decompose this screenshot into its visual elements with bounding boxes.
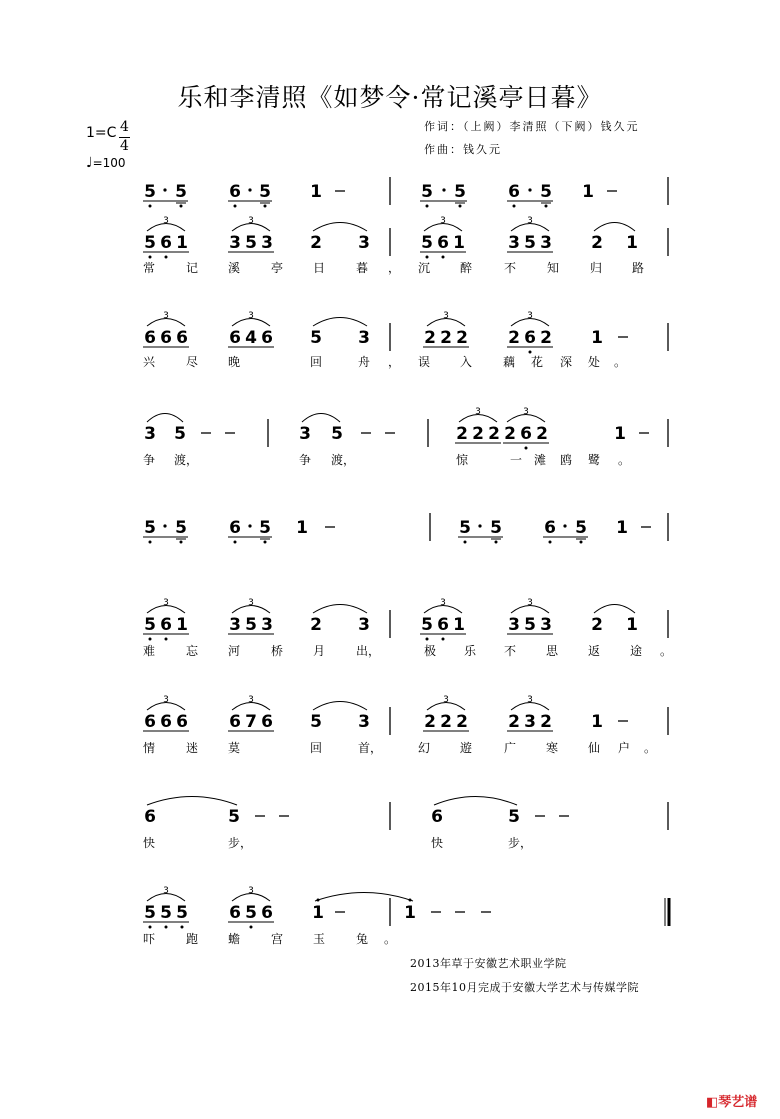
note-numeral: 5 (421, 182, 433, 202)
low-octave-dot (426, 638, 429, 641)
note-numeral: 5 (540, 182, 552, 202)
note-numeral: 1 (616, 518, 628, 538)
lyric-syllable: 藕 (503, 355, 516, 369)
note-numeral: 5 (421, 233, 433, 253)
triplet-mark: 3 (248, 886, 254, 896)
slur-arc (313, 223, 367, 232)
site-logo[interactable] (706, 1091, 757, 1110)
note-numeral: 5 (175, 182, 187, 202)
note-numeral: 5 (259, 182, 271, 202)
low-octave-dot (513, 205, 516, 208)
lyric-syllable: 月 (313, 644, 326, 658)
lyric-syllable: 归 (590, 261, 603, 275)
lyric-syllable: 出， (356, 644, 381, 658)
note-numeral: 1 (176, 233, 188, 253)
note-numeral: 1 (626, 233, 638, 253)
low-octave-dot (165, 926, 168, 929)
note-numeral: 5 (245, 233, 257, 253)
low-octave-dot (264, 541, 267, 544)
slur-arc (434, 797, 517, 806)
lyric-syllable: 处 (588, 355, 601, 369)
note-numeral: 3 (358, 233, 370, 253)
lyric-syllable: 舟 (358, 355, 371, 369)
footnote-draft: 2013年草于安徽艺术职业学院 (410, 957, 567, 970)
note-numeral: 6 (160, 328, 172, 348)
low-octave-dot (464, 541, 467, 544)
lyric-syllable: 惊 (456, 453, 469, 467)
note-numeral: 6 (176, 328, 188, 348)
time-signature-top: 4 (120, 119, 129, 135)
lyric-syllable: 仙 (588, 741, 601, 755)
note-numeral: 3 (299, 424, 311, 444)
lyric-syllable: 步， (228, 836, 253, 850)
note-numeral: 2 (472, 424, 484, 444)
note-numeral: 6 (520, 424, 532, 444)
note-numeral: 6 (431, 807, 443, 827)
note-numeral: 3 (358, 712, 370, 732)
footnote-complete: 2015年10月完成于安徽大学艺术与传媒学院 (410, 981, 639, 994)
triplet-mark: 3 (163, 598, 169, 608)
low-octave-dot (181, 926, 184, 929)
slur-arc (302, 414, 340, 423)
lyric-syllable: 记 (186, 261, 199, 275)
lyric-syllable: 知 (547, 261, 560, 275)
note-numeral: 1 (453, 615, 465, 635)
low-octave-dot (180, 541, 183, 544)
lyric-syllable: 渡， (331, 453, 356, 467)
note-numeral: 6 (144, 712, 156, 732)
note-numeral: 6 (524, 328, 536, 348)
note-numeral: 6 (160, 615, 172, 635)
lyric-syllable: 误 (418, 355, 431, 369)
note-numeral: 3 (358, 328, 370, 348)
lyric-syllable: 步， (508, 836, 533, 850)
lyric-syllable: 沉 (418, 261, 431, 275)
note-numeral: 3 (144, 424, 156, 444)
note-numeral: 1 (296, 518, 308, 538)
note-numeral: 7 (245, 712, 257, 732)
note-numeral: 3 (229, 233, 241, 253)
note-numeral: 1 (312, 903, 324, 923)
augmentation-dot (163, 524, 166, 527)
note-numeral: 2 (440, 328, 452, 348)
note-numeral: 3 (508, 615, 520, 635)
note-numeral: 2 (440, 712, 452, 732)
lyric-syllable: 难 (143, 644, 156, 658)
note-numeral: 5 (310, 712, 322, 732)
low-octave-dot (580, 541, 583, 544)
slur-arc (594, 223, 635, 232)
lyric-syllable: 首， (358, 741, 383, 755)
augmentation-dot (442, 188, 445, 191)
lyric-syllable: 兴 (143, 355, 156, 369)
augmentation-dot (163, 188, 166, 191)
lyric-syllable: 迷 (186, 741, 199, 755)
lyric-syllable: 乐 (464, 644, 477, 658)
note-numeral: 2 (508, 328, 520, 348)
note-numeral: 5 (524, 233, 536, 253)
note-numeral: 3 (358, 615, 370, 635)
lyric-syllable: 。 (614, 355, 627, 369)
note-numeral: 6 (261, 328, 273, 348)
note-numeral: 6 (229, 903, 241, 923)
low-octave-dot (264, 205, 267, 208)
note-numeral: 6 (160, 233, 172, 253)
note-numeral: 2 (456, 424, 468, 444)
lyric-syllable: ， (388, 355, 401, 369)
note-numeral: 1 (626, 615, 638, 635)
triplet-mark: 3 (527, 598, 533, 608)
lyric-syllable: 。 (618, 453, 631, 467)
logo-mark-icon: ◧ (706, 1095, 719, 1110)
note-numeral: 2 (456, 328, 468, 348)
lyric-syllable: 遊 (460, 741, 473, 755)
triplet-mark: 3 (163, 695, 169, 705)
lyric-syllable: 极 (424, 644, 437, 658)
slur-arc (147, 414, 183, 423)
low-octave-dot (165, 256, 168, 259)
lyric-syllable: 亭 (271, 261, 284, 275)
note-numeral: 1 (591, 328, 603, 348)
note-numeral: 2 (456, 712, 468, 732)
lyricist-credit: 作词：（上阙）李清照（下阙）钱久元 (424, 120, 640, 133)
lyric-syllable: 回 (310, 741, 323, 755)
note-numeral: 6 (160, 712, 172, 732)
quarter-note-icon: ♩ (86, 155, 93, 171)
slur-arc (313, 605, 367, 614)
lyric-syllable: 不 (504, 261, 517, 275)
note-numeral: 6 (229, 518, 241, 538)
note-numeral: 5 (245, 615, 257, 635)
lyric-syllable: ， (388, 261, 401, 275)
note-numeral: 5 (508, 807, 520, 827)
note-numeral: 2 (591, 615, 603, 635)
low-octave-dot (545, 205, 548, 208)
augmentation-dot (248, 524, 251, 527)
low-octave-dot (234, 205, 237, 208)
triplet-mark: 3 (248, 598, 254, 608)
lyric-syllable: 不 (504, 644, 517, 658)
lyric-syllable: 户 (618, 741, 631, 755)
low-octave-dot (442, 256, 445, 259)
low-octave-dot (234, 541, 237, 544)
lyric-syllable: 鸥 (560, 453, 573, 467)
lyric-syllable: 忘 (186, 644, 199, 658)
triplet-mark: 3 (527, 311, 533, 321)
composer-credit: 作曲：钱久元 (424, 143, 502, 156)
lyric-syllable: 快 (143, 836, 156, 850)
lyric-syllable: 蟾 (228, 932, 241, 946)
low-octave-dot (180, 205, 183, 208)
note-numeral: 1 (591, 712, 603, 732)
slur-arc (315, 893, 413, 902)
triplet-mark: 3 (443, 311, 449, 321)
note-numeral: 5 (144, 182, 156, 202)
note-numeral: 5 (144, 615, 156, 635)
note-numeral: 5 (331, 424, 343, 444)
note-numeral: 3 (261, 615, 273, 635)
note-numeral: 2 (536, 424, 548, 444)
lyric-syllable: 快 (431, 836, 444, 850)
lyric-syllable: 兔 (356, 932, 369, 946)
lyric-syllable: 鹭 (588, 453, 601, 467)
lyric-syllable: 广 (504, 741, 517, 755)
lyric-syllable: 。 (384, 932, 397, 946)
note-numeral: 2 (310, 615, 322, 635)
note-numeral: 6 (437, 615, 449, 635)
lyric-syllable: 晚 (228, 355, 241, 369)
note-numeral: 5 (459, 518, 471, 538)
logo-text: 琴艺谱 (718, 1095, 758, 1110)
note-numeral: 6 (176, 712, 188, 732)
note-numeral: 2 (540, 712, 552, 732)
note-numeral: 2 (508, 712, 520, 732)
note-numeral: 5 (144, 903, 156, 923)
note-numeral: 2 (310, 233, 322, 253)
low-octave-dot (459, 205, 462, 208)
note-numeral: 3 (540, 615, 552, 635)
note-numeral: 5 (421, 615, 433, 635)
triplet-mark: 3 (523, 407, 529, 417)
lyric-syllable: 日 (313, 261, 326, 275)
low-octave-dot (442, 638, 445, 641)
triplet-mark: 3 (163, 311, 169, 321)
augmentation-dot (248, 188, 251, 191)
triplet-mark: 3 (248, 216, 254, 226)
note-numeral: 3 (229, 615, 241, 635)
slur-arc (594, 605, 635, 614)
lyric-syllable: 情 (143, 741, 156, 755)
note-numeral: 2 (424, 712, 436, 732)
lyric-syllable: 路 (632, 261, 645, 275)
note-numeral: 2 (488, 424, 500, 444)
augmentation-dot (563, 524, 566, 527)
triplet-mark: 3 (527, 695, 533, 705)
time-signature-bottom: 4 (120, 138, 129, 154)
lyric-syllable: 玉 (313, 932, 326, 946)
note-numeral: 1 (404, 903, 416, 923)
augmentation-dot (528, 188, 531, 191)
low-octave-dot (165, 638, 168, 641)
triplet-mark: 3 (248, 695, 254, 705)
triplet-mark: 3 (527, 216, 533, 226)
augmentation-dot (478, 524, 481, 527)
lyric-syllable: 尽 (186, 355, 199, 369)
note-numeral: 5 (144, 233, 156, 253)
slur-arc (313, 318, 367, 327)
lyric-syllable: 思 (546, 644, 559, 658)
note-numeral: 1 (310, 182, 322, 202)
lyric-syllable: 争 (299, 453, 312, 467)
low-octave-dot (495, 541, 498, 544)
note-numeral: 1 (176, 615, 188, 635)
note-numeral: 5 (575, 518, 587, 538)
note-numeral: 3 (261, 233, 273, 253)
note-numeral: 5 (454, 182, 466, 202)
lyric-syllable: 。 (644, 741, 657, 755)
slur-arc (313, 702, 367, 711)
low-octave-dot (549, 541, 552, 544)
note-numeral: 1 (582, 182, 594, 202)
lyric-syllable: 入 (460, 355, 473, 369)
note-numeral: 2 (540, 328, 552, 348)
triplet-mark: 3 (475, 407, 481, 417)
lyric-syllable: 吓 (143, 932, 156, 946)
lyric-syllable: 返 (588, 644, 601, 658)
triplet-mark: 3 (163, 216, 169, 226)
lyric-syllable: 途 (630, 644, 643, 658)
lyric-syllable: 桥 (271, 644, 284, 658)
lyric-syllable: 深 (560, 355, 573, 369)
lyric-syllable: 河 (228, 644, 241, 658)
note-numeral: 5 (175, 518, 187, 538)
note-numeral: 6 (229, 712, 241, 732)
lyric-syllable: 寒 (546, 741, 559, 755)
lyric-syllable: 。 (660, 644, 673, 658)
triplet-mark: 3 (248, 311, 254, 321)
slur-arc (147, 797, 237, 806)
triplet-mark: 3 (163, 886, 169, 896)
lyric-syllable: 花 (531, 355, 544, 369)
low-octave-dot (149, 638, 152, 641)
low-octave-dot (426, 205, 429, 208)
lyric-syllable: 渡， (174, 453, 199, 467)
note-numeral: 6 (544, 518, 556, 538)
note-numeral: 6 (229, 328, 241, 348)
note-numeral: 6 (144, 328, 156, 348)
lyric-syllable: 常 (143, 261, 156, 275)
low-octave-dot (149, 541, 152, 544)
note-numeral: 5 (524, 615, 536, 635)
note-numeral: 6 (261, 712, 273, 732)
note-numeral: 5 (160, 903, 172, 923)
note-numeral: 6 (229, 182, 241, 202)
lyric-syllable: 回 (310, 355, 323, 369)
lyric-syllable: 宫 (271, 932, 284, 946)
low-octave-dot (250, 926, 253, 929)
note-numeral: 6 (261, 903, 273, 923)
lyric-syllable: 莫 (228, 741, 241, 755)
key-signature: 1=C (86, 125, 117, 141)
lyric-syllable: 滩 (534, 453, 547, 467)
note-numeral: 3 (508, 233, 520, 253)
note-numeral: 2 (424, 328, 436, 348)
triplet-mark: 3 (440, 598, 446, 608)
lyric-syllable: 溪 (228, 261, 241, 275)
lyric-syllable: 暮 (356, 261, 369, 275)
note-numeral: 5 (176, 903, 188, 923)
note-numeral: 6 (437, 233, 449, 253)
lyric-syllable: 一 (510, 453, 523, 467)
lyric-syllable: 醉 (460, 261, 473, 275)
tempo-value: =100 (92, 156, 126, 170)
lyric-syllable: 跑 (186, 932, 199, 946)
low-octave-dot (149, 926, 152, 929)
note-numeral: 3 (540, 233, 552, 253)
triplet-mark: 3 (443, 695, 449, 705)
note-numeral: 5 (259, 518, 271, 538)
note-numeral: 6 (508, 182, 520, 202)
note-numeral: 5 (228, 807, 240, 827)
note-numeral: 4 (245, 328, 257, 348)
note-numeral: 3 (524, 712, 536, 732)
note-numeral: 5 (144, 518, 156, 538)
note-numeral: 6 (144, 807, 156, 827)
note-numeral: 1 (453, 233, 465, 253)
note-numeral: 2 (591, 233, 603, 253)
note-numeral: 5 (490, 518, 502, 538)
low-octave-dot (149, 205, 152, 208)
triplet-mark: 3 (440, 216, 446, 226)
note-numeral: 1 (614, 424, 626, 444)
note-numeral: 5 (174, 424, 186, 444)
lyric-syllable: 幻 (418, 741, 431, 755)
note-numeral: 2 (504, 424, 516, 444)
note-numeral: 5 (245, 903, 257, 923)
low-octave-dot (525, 447, 528, 450)
lyric-syllable: 争 (143, 453, 156, 467)
page-title: 乐和李清照《如梦令·常记溪亭日暮》 (177, 83, 603, 112)
note-numeral: 5 (310, 328, 322, 348)
